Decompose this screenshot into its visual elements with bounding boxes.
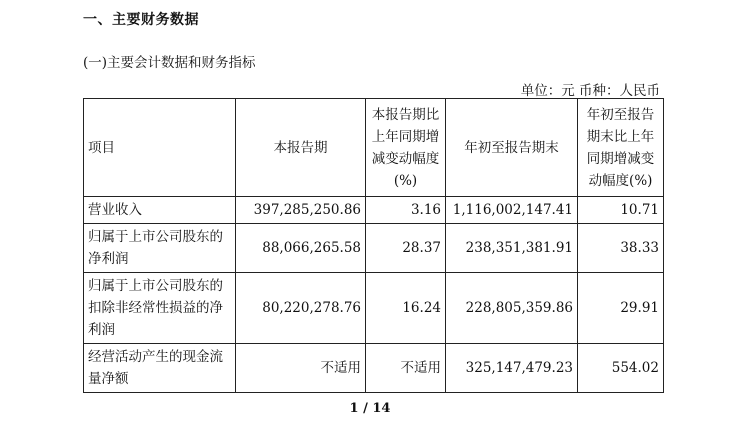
table-row [84, 344, 664, 393]
row-current-change: 28.37 [366, 224, 446, 273]
row-item-label: 经营活动产生的现金流量净额 [84, 344, 236, 393]
row-item-label: 归属于上市公司股东的扣除非经常性损益的净利润 [84, 273, 236, 344]
row-item-label: 归属于上市公司股东的净利润 [84, 224, 236, 273]
table-row [84, 224, 664, 273]
row-ytd-change: 38.33 [578, 224, 664, 273]
row-current-change: 不适用 [366, 344, 446, 393]
header-current-change: 本报告期比上年同期增减变动幅度(%) [366, 99, 446, 197]
row-current-change: 3.16 [366, 197, 446, 224]
row-current-value: 不适用 [236, 344, 366, 393]
row-ytd-change: 29.91 [578, 273, 664, 344]
row-ytd-value: 238,351,381.91 [446, 224, 578, 273]
row-current-change: 16.24 [366, 273, 446, 344]
row-current-value: 88,066,265.58 [236, 224, 366, 273]
header-ytd: 年初至报告期末 [446, 99, 578, 197]
financial-data-table [83, 98, 664, 393]
page-number: 1 / 14 [349, 401, 391, 416]
row-current-value: 80,220,278.76 [236, 273, 366, 344]
section-heading: 一、主要财务数据 [83, 12, 199, 28]
row-ytd-value: 228,805,359.86 [446, 273, 578, 344]
row-ytd-value: 1,116,002,147.41 [446, 197, 578, 224]
row-ytd-change: 554.02 [578, 344, 664, 393]
unit-currency-line: 单位：元 币种：人民币 [520, 83, 660, 99]
table-header-row [84, 99, 664, 197]
row-current-value: 397,285,250.86 [236, 197, 366, 224]
header-current-period: 本报告期 [236, 99, 366, 197]
row-item-label: 营业收入 [84, 197, 236, 224]
table-row [84, 273, 664, 344]
row-ytd-change: 10.71 [578, 197, 664, 224]
row-ytd-value: 325,147,479.23 [446, 344, 578, 393]
header-item: 项目 [84, 99, 236, 197]
subsection-heading: (一)主要会计数据和财务指标 [83, 55, 256, 71]
table-row [84, 197, 664, 224]
header-ytd-change: 年初至报告期末比上年同期增减变动幅度(%) [578, 99, 664, 197]
